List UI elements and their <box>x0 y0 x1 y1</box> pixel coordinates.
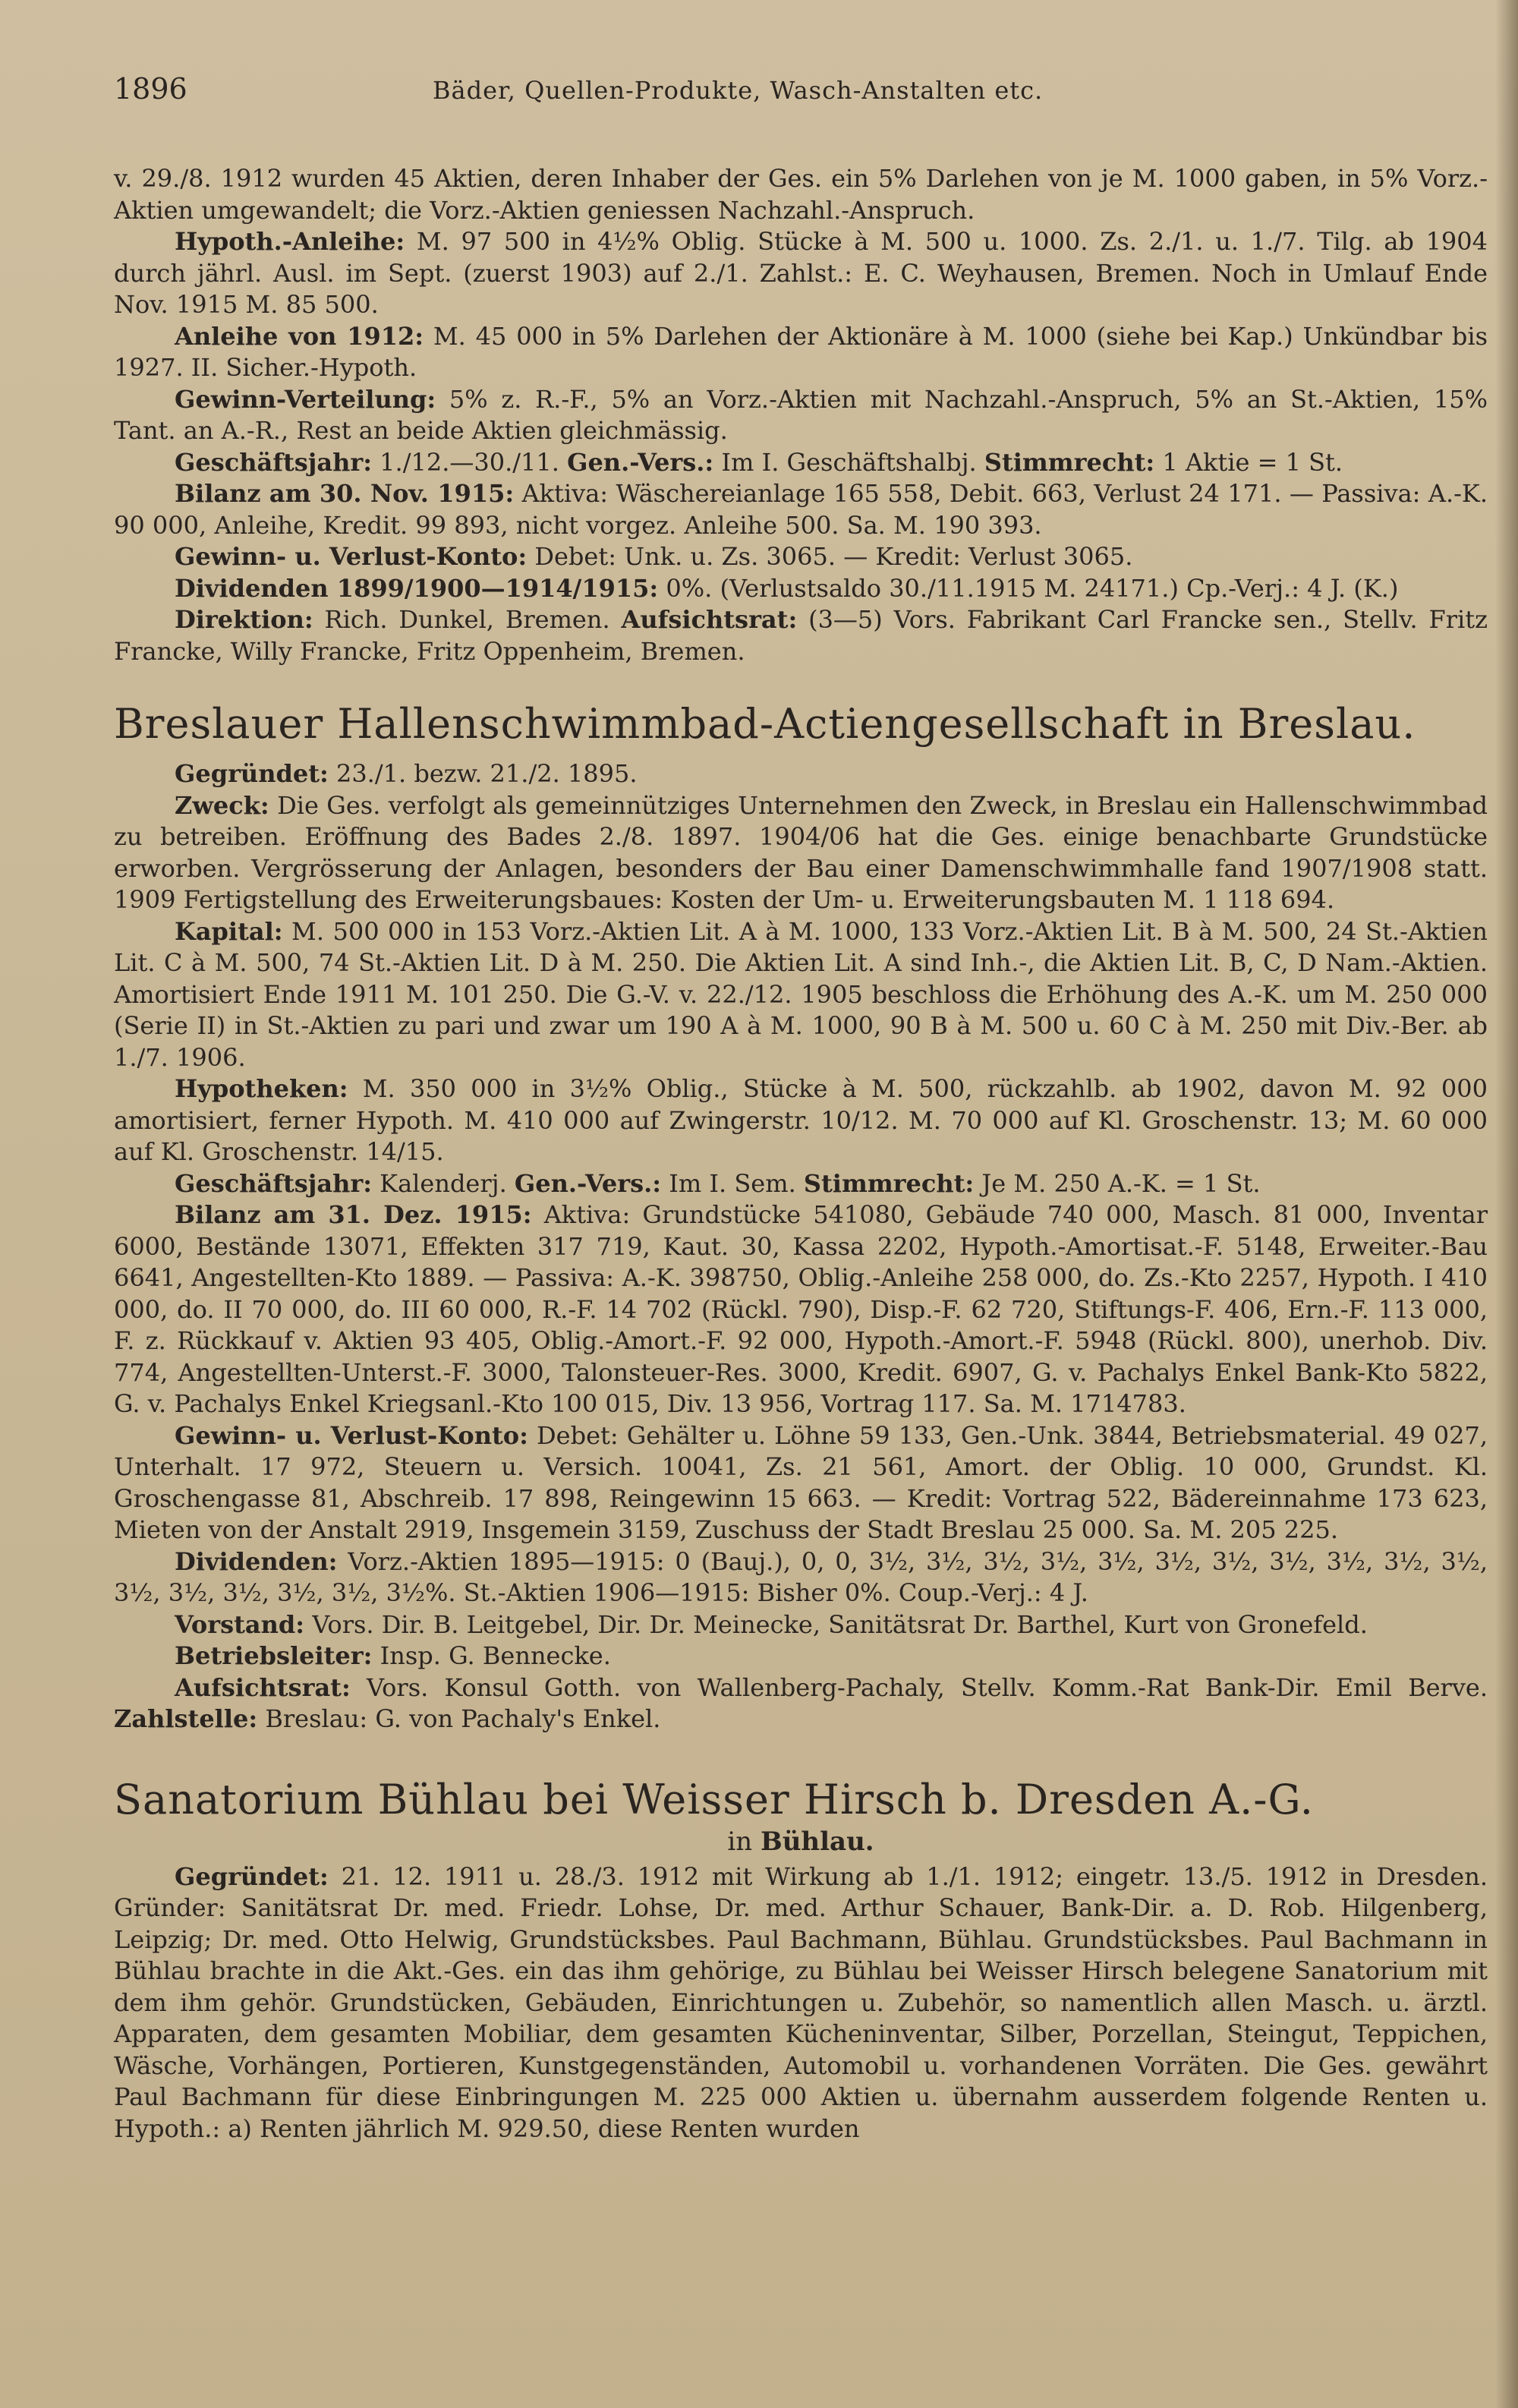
paragraph-dividenden <box>114 1546 1488 1609</box>
running-title: Bäder, Quellen-Produkte, Wasch-Anstalten etc. <box>433 76 1044 105</box>
paragraph-aktien-umwandlung: v. 29./8. 1912 wurden 45 Aktien, deren Inhaber der Ges. ein 5% Darlehen von je M. 1000 gaben, in 5% Vorz.-Aktien umgewandelt; die Vorz.-Aktien geniessen Nachzahl.-Anspruch. <box>114 164 1488 225</box>
paragraph-anleihe-1912 <box>114 321 1488 384</box>
text-zweck: Die Ges. verfolgt als gemeinnütziges Unternehmen den Zweck, in Breslau ein Hallenschwimmbad zu betreiben. Eröffnung des Bades 2./8. 1897. 1904/06 hat die Ges. einige benachbarte Grundstücke erworben. Vergrösserung der Anlagen, besonders der Bau einer Damenschwimmhalle fand 1907/1908 statt. 1909 Fertigstellung des Erweiterungsbaues: Kosten der Um- u. Erweiterungsbauten M. 1 118 694. <box>114 790 1488 914</box>
paragraph-direktion <box>114 604 1488 667</box>
section-breslauer-hallenschwimmbad <box>114 698 1488 1735</box>
company-heading: Sanatorium Bühlau bei Weisser Hirsch b. Dresden A.-G. <box>114 1775 1314 1823</box>
label-aufsichtsrat: Aufsichtsrat: <box>175 1672 351 1702</box>
text-gegruendet: 21. 12. 1911 u. 28./3. 1912 mit Wirkung ab 1./1. 1912; eingetr. 13./5. 1912 in Dresden. Gründer: Sanitätsrat Dr. med. Friedr. Lohse, Dr. med. Arthur Schauer, Bank-Dir. a. D. Rob. Hilgenberg, Leipzig; Dr. med. Otto Helwig, Grundstücksbes. Paul Bachmann, Bühlau. Grundstücksbes. Paul Bachmann in Bühlau brachte in die Akt.-Ges. ein das ihm gehörige, zu Bühlau bei Weisser Hirsch belegene Sanatorium mit dem ihm gehör. Grundstücken, Gebäuden, Einrichtungen u. Zubehör, so namentlich allen Masch. u. ärztl. Apparaten, dem gesamten Mobiliar, dem gesamten Kücheninventar, Silber, Porzellan, Steingut, Teppichen, Wäsche, Vorhängen, Portieren, Kunstgegenständen, Automobil u. vorhandenen Vorräten. Die Ges. gewährt Paul Bachmann für diese Einbringungen M. 225 000 Aktien u. übernahm ausserdem folgende Renten u. Hypoth.: a) Renten jährlich M. 929.50, diese Renten wurden <box>114 1861 1488 2143</box>
text-vorstand: Vors. Dir. B. Leitgebel, Dir. Dr. Meinecke, Sanitätsrat Dr. Barthel, Kurt von Gronefeld. <box>304 1609 1368 1639</box>
text-hypoth-anleihe: M. 97 500 in 4½% Oblig. Stücke à M. 500 u. 1000. Zs. 2./1. u. 1./7. Tilg. ab 1904 durch jährl. Ausl. im Sept. (zuerst 1903) auf 2./1. Zahlst.: E. C. Weyhausen, Bremen. Noch in Umlauf Ende Nov. 1915 M. 85 500. <box>114 227 1488 319</box>
label-betriebsleiter: Betriebsleiter: <box>175 1641 373 1670</box>
text-gegruendet: 23./1. bezw. 21./2. 1895. <box>328 759 638 788</box>
text-kapital: M. 500 000 in 153 Vorz.-Aktien Lit. A à M. 1000, 133 Vorz.-Aktien Lit. B à M. 500, 24 St.-Aktien Lit. C à M. 500, 74 St.-Aktien Lit. D à M. 250. Die Aktien Lit. A sind Inh.-, die Aktien Lit. B, C, D Nam.-Aktien. Amortisiert Ende 1911 M. 101 250. Die G.-V. v. 22./12. 1905 beschloss die Erhöhung des A.-K. um M. 250 000 (Serie II) in St.-Aktien zu pari und zwar um 190 A à M. 1000, 90 B à M. 500 u. 60 C à M. 250 mit Div.-Ber. ab 1./7. 1906. <box>114 916 1488 1072</box>
label-hypotheken: Hypotheken: <box>175 1074 348 1103</box>
text-betriebsleiter: Insp. G. Bennecke. <box>372 1641 611 1670</box>
text-bilanz: Aktiva: Wäschereianlage 165 558, Debit. 663, Verlust 24 171. — Passiva: A.-K. 90 000, Anleihe, Kredit. 99 893, nicht vorgez. Anleihe 500. Sa. M. 190 393. <box>114 479 1488 540</box>
label-vorstand: Vorstand: <box>175 1609 305 1639</box>
text-bilanz: Aktiva: Grundstücke 541080, Gebäude 740 000, Masch. 81 000, Inventar 6000, Bestände 13071, Effekten 317 719, Kaut. 30, Kassa 2202, Hypoth.-Amortisat.-F. 5148, Erweiter.-Bau 6641, Angestellten-Kto 1889. — Passiva: A.-K. 398750, Oblig.-Anleihe 258 000, do. Zs.-Kto 2257, Hypoth. I 410 000, do. II 70 000, do. III 60 000, R.-F. 14 702 (Rückl. 790), Disp.-F. 62 720, Stiftungs-F. 406, Ern.-F. 113 000, F. z. Rückkauf v. Aktien 93 405, Oblig.-Amort.-F. 92 000, Hypoth.-Amort.-F. 5948 (Rückl. 800), unerhob. Div. 774, Angestellten-Unterst.-F. 3000, Talonsteuer-Res. 3000, Kredit. 6907, G. v. Pachalys Enkel Bank-Kto 5822, G. v. Pachalys Enkel Kriegsanl.-Kto 100 015, Div. 13 956, Vortrag 117. Sa. M. 1714783. <box>114 1200 1488 1418</box>
text-zahlstelle: Breslau: G. von Pachaly's Enkel. <box>257 1704 661 1733</box>
text-gen-vers: Im I. Geschäftshalbj. <box>713 447 984 477</box>
location-name: Bühlau. <box>760 1826 874 1857</box>
label-stimmrecht: Stimmrecht: <box>984 447 1155 477</box>
label-geschaeftsjahr: Geschäftsjahr: <box>175 1168 372 1198</box>
company-heading: Breslauer Hallenschwimmbad-Actiengesellschaft in Breslau. <box>114 700 1416 748</box>
label-dividenden: Dividenden: <box>175 1546 338 1576</box>
paragraph-gewinn-verlust <box>114 1420 1488 1546</box>
label-bilanz: Bilanz am 31. Dez. 1915: <box>175 1200 532 1229</box>
text-dividenden: Vorz.-Aktien 1895—1915: 0 (Bauj.), 0, 0, 3½, 3½, 3½, 3½, 3½, 3½, 3½, 3½, 3½, 3½, 3½, 3½, 3½, 3½, 3½, 3½, 3½%. St.-Aktien 1906—1915: Bisher 0%. Coup.-Verj.: 4 J. <box>114 1546 1488 1607</box>
text-geschaeftsjahr: 1./12.—30./11. <box>372 447 568 477</box>
label-direktion: Direktion: <box>175 605 313 634</box>
label-kapital: Kapital: <box>175 916 283 946</box>
paragraph-kapital <box>114 916 1488 1074</box>
label-dividenden: Dividenden 1899/1900—1914/1915: <box>175 573 659 603</box>
label-bilanz: Bilanz am 30. Nov. 1915: <box>175 479 515 508</box>
text-gewinn-verlust: Debet: Unk. u. Zs. 3065. — Kredit: Verlust 3065. <box>527 542 1133 571</box>
text-dividenden: 0%. (Verlustsaldo 30./11.1915 M. 24171.) Cp.-Verj.: 4 J. (K.) <box>658 573 1399 603</box>
text-gen-vers: Im I. Sem. <box>661 1168 804 1198</box>
label-hypoth-anleihe: Hypoth.-Anleihe: <box>175 227 405 256</box>
label-zweck: Zweck: <box>175 790 269 820</box>
text-aufsichtsrat: Vors. Konsul Gotth. von Wallenberg-Pachaly, Stellv. Komm.-Rat Bank-Dir. Emil Berve. <box>350 1672 1488 1702</box>
label-anleihe-1912: Anleihe von 1912: <box>175 321 424 351</box>
text-geschaeftsjahr: Kalenderj. <box>372 1168 515 1198</box>
paragraph-dividenden <box>114 573 1488 605</box>
company-location <box>114 1826 1488 1857</box>
label-zahlstelle: Zahlstelle: <box>114 1704 258 1733</box>
paragraph-gewinn-verteilung <box>114 384 1488 447</box>
page-number: 1896 <box>114 72 187 106</box>
label-stimmrecht: Stimmrecht: <box>803 1168 975 1198</box>
text-aufsichtsrat: (3—5) Vors. Fabrikant Carl Francke sen., Stellv. Fritz Francke, Willy Francke, Fritz Oppenheim, Bremen. <box>114 605 1488 666</box>
paragraph-zweck <box>114 790 1488 916</box>
text-stimmrecht: 1 Aktie = 1 St. <box>1154 447 1343 477</box>
label-gewinn-verlust: Gewinn- u. Verlust-Konto: <box>175 1420 528 1450</box>
paragraph-geschaeftsjahr <box>114 1168 1488 1200</box>
paragraph-gegruendet <box>114 1861 1488 2145</box>
paragraph-bilanz <box>114 1199 1488 1420</box>
paragraph-gewinn-verlust <box>114 541 1488 573</box>
text-direktion: Rich. Dunkel, Bremen. <box>313 605 622 634</box>
paragraph-bilanz <box>114 478 1488 541</box>
paragraph-hypotheken <box>114 1073 1488 1168</box>
label-gewinn-verlust: Gewinn- u. Verlust-Konto: <box>175 542 528 571</box>
location-prefix: in <box>727 1826 761 1857</box>
paragraph-geschaeftsjahr <box>114 447 1488 479</box>
label-gen-vers: Gen.-Vers.: <box>514 1168 662 1198</box>
text-hypotheken: M. 350 000 in 3½% Oblig., Stücke à M. 500, rückzahlb. ab 1902, davon M. 92 000 amortisiert, ferner Hypoth. M. 410 000 auf Zwingerstr. 10/12. M. 70 000 auf Kl. Groschenstr. 13; M. 60 000 auf Kl. Groschenstr. 14/15. <box>114 1074 1488 1166</box>
label-aufsichtsrat: Aufsichtsrat: <box>621 605 798 634</box>
section-continued-entry <box>114 163 1488 667</box>
text-gewinn-verteilung: 5% z. R.-F., 5% an Vorz.-Aktien mit Nachzahl.-Anspruch, 5% an St.-Aktien, 15% Tant. an A.-R., Rest an beide Aktien gleichmässig. <box>114 384 1488 445</box>
paragraph-betriebsleiter <box>114 1641 1488 1672</box>
section-sanatorium-buehlau <box>114 1773 1488 2145</box>
text-stimmrecht: Je M. 250 A.-K. = 1 St. <box>974 1168 1261 1198</box>
page-header <box>114 72 1488 118</box>
paragraph-gegruendet <box>114 758 1488 790</box>
paragraph-vorstand <box>114 1609 1488 1641</box>
label-gegruendet: Gegründet: <box>175 759 329 788</box>
label-gen-vers: Gen.-Vers.: <box>567 447 714 477</box>
paragraph-aufsichtsrat <box>114 1672 1488 1735</box>
paragraph-hypoth-anleihe <box>114 226 1488 321</box>
label-gewinn-verteilung: Gewinn-Verteilung: <box>175 384 436 414</box>
page-edge-shadow <box>1495 0 1518 2408</box>
text-anleihe-1912: M. 45 000 in 5% Darlehen der Aktionäre à M. 1000 (siehe bei Kap.) Unkündbar bis 1927. II. Sicher.-Hypoth. <box>114 321 1488 382</box>
text-gewinn-verlust: Debet: Gehälter u. Löhne 59 133, Gen.-Unk. 3844, Betriebsmaterial. 49 027, Unterhalt. 17 972, Steuern u. Versich. 10041, Zs. 21 561, Amort. der Oblig. 10 000, Grundst. Kl. Groschengasse 81, Abschreib. 17 898, Reingewinn 15 663. — Kredit: Vortrag 522, Bädereinnahme 173 623, Mieten von der Anstalt 2919, Insgemein 3159, Zuschuss der Stadt Breslau 25 000. Sa. M. 205 225. <box>114 1420 1488 1544</box>
label-geschaeftsjahr: Geschäftsjahr: <box>175 447 372 477</box>
label-gegruendet: Gegründet: <box>175 1861 329 1891</box>
